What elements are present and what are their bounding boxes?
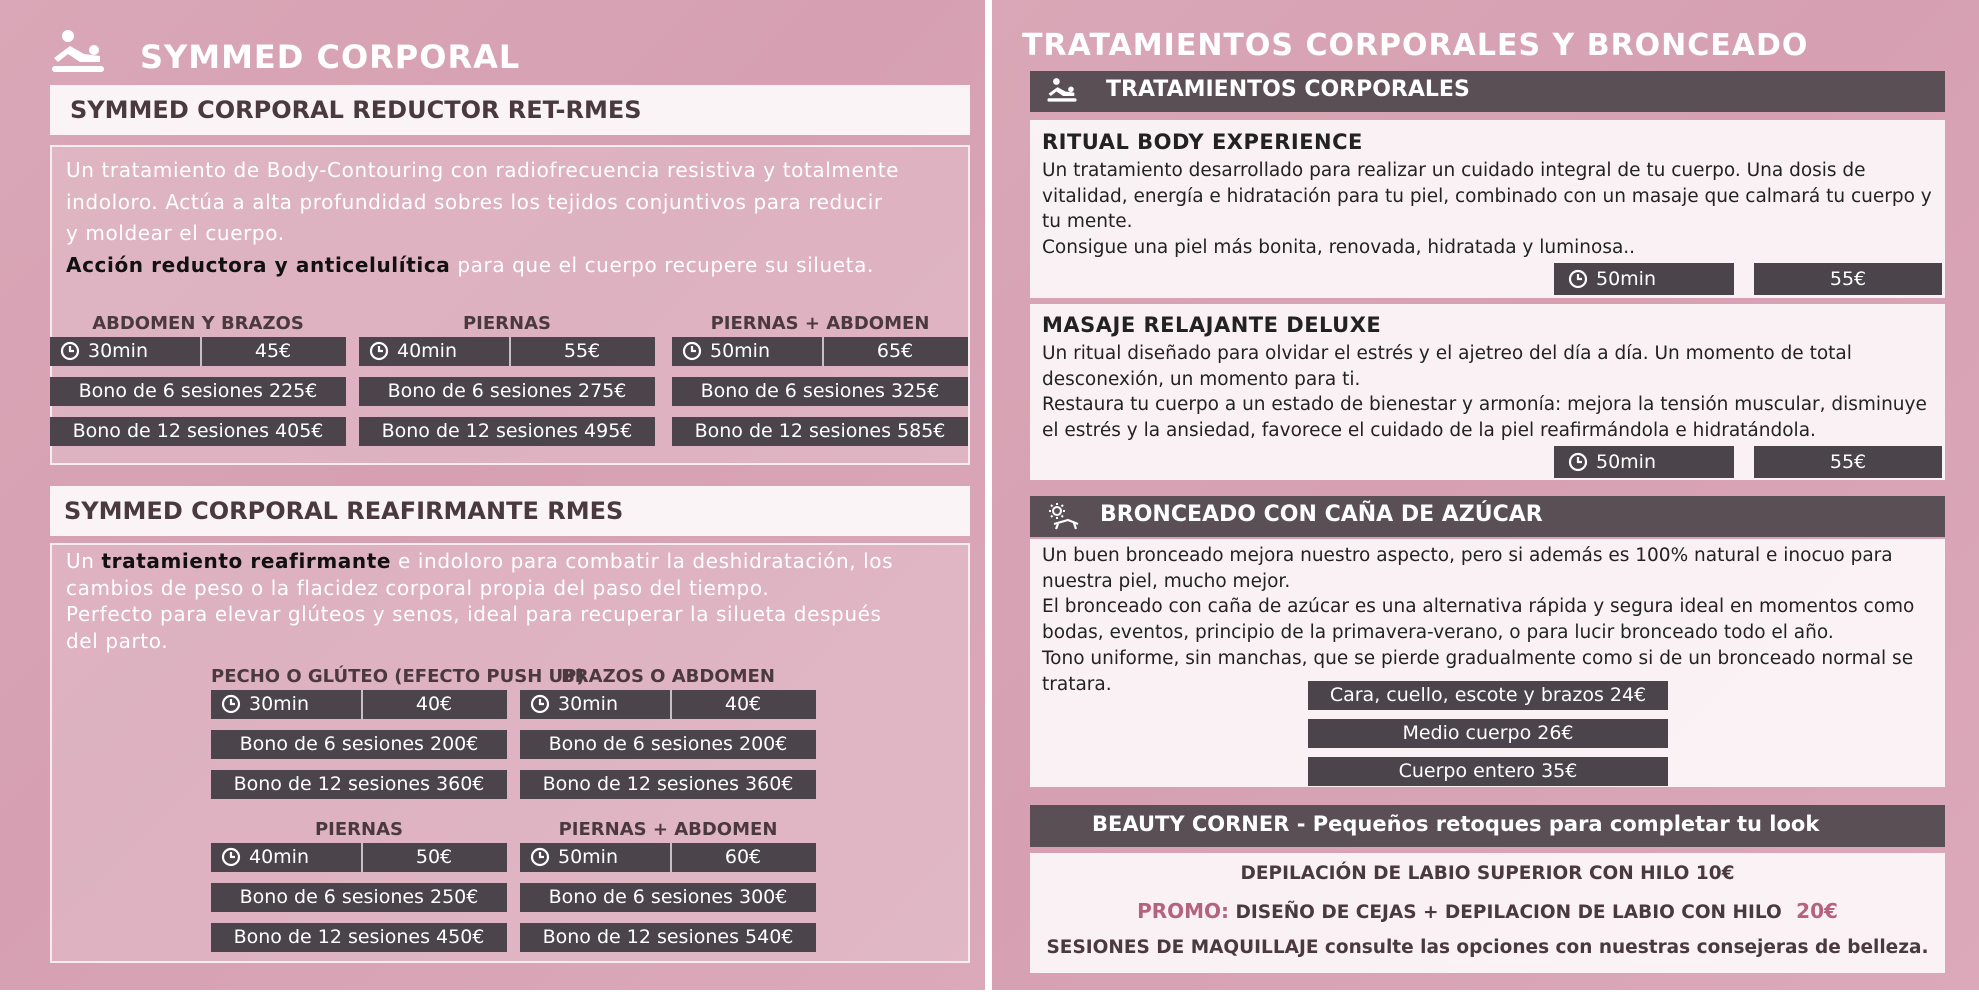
text-line: desconexión, un momento para ti. (1042, 368, 1361, 390)
column-name: PECHO O GLÚTEO (EFECTO PUSH UP) (211, 666, 585, 687)
beauty-line: SESIONES DE MAQUILLAJE consulte las opciones con nuestras consejeras de belleza. (1046, 937, 1929, 958)
text-line: tu mente. (1042, 211, 1133, 233)
price-text: 50€ (415, 846, 453, 868)
column-name: PIERNAS + ABDOMEN (558, 819, 778, 840)
masaje-duration (1554, 446, 1734, 478)
promo-price: 20€ (1796, 899, 1838, 923)
page-title: SYMMED CORPORAL (140, 38, 521, 76)
desc-line: y moldear el cuerpo. (66, 221, 285, 245)
duration-price-bar (50, 337, 346, 366)
text-line: Un buen bronceado mejora nuestro aspecto, pero si además es 100% natural e inocuo para (1042, 545, 1893, 566)
duration-price-bar (672, 337, 968, 366)
bono-12: Bono de 12 sesiones 405€ (50, 417, 346, 446)
price-text: 60€ (724, 846, 762, 868)
price-text: 40€ (415, 693, 453, 715)
massage-icon (50, 28, 106, 78)
ritual-price: 55€ (1754, 263, 1942, 295)
desc-bold: tratamiento reafirmante (101, 549, 392, 573)
duration-price-bar (359, 337, 655, 366)
desc-line: Un (66, 549, 102, 573)
ritual-name: RITUAL BODY EXPERIENCE (1042, 130, 1363, 154)
bono-12: Bono de 12 sesiones 450€ (211, 923, 507, 952)
text-line: tratara. (1042, 673, 1112, 695)
desc-line: e indoloro para combatir la deshidratación, los (391, 549, 894, 573)
text-line: Restaura tu cuerpo a un estado de bienestar y armonía: mejora la tensión muscular, disminuye (1042, 394, 1927, 416)
bono-6: Bono de 6 sesiones 200€ (211, 730, 507, 759)
clock-icon (530, 694, 550, 714)
column-name: BRAZOS O ABDOMEN (561, 666, 775, 687)
bono-6: Bono de 6 sesiones 250€ (211, 883, 507, 912)
duration-price-bar (520, 690, 816, 719)
text-line: El bronceado con caña de azúcar es una alternativa rápida y segura ideal en momentos como (1042, 596, 1915, 618)
price-text: 45€ (254, 340, 292, 362)
bono-6: Bono de 6 sesiones 300€ (520, 883, 816, 912)
promo-label: PROMO: (1137, 899, 1230, 923)
duration-price-bar (211, 690, 507, 719)
duration-text: 30min (88, 340, 149, 362)
beauty-line: DEPILACIÓN DE LABIO SUPERIOR CON HILO 10€ (1240, 863, 1735, 884)
price-text: 65€ (876, 340, 914, 362)
reafirmante-description (66, 548, 966, 654)
duration-text: 40min (249, 846, 310, 868)
duration-text: 50min (1596, 268, 1657, 290)
bono-6: Bono de 6 sesiones 325€ (672, 377, 968, 406)
price-text: 40€ (724, 693, 762, 715)
clock-icon (221, 694, 241, 714)
right-title: TRATAMIENTOS CORPORALES Y BRONCEADO (1022, 28, 1809, 63)
bronceado-option: Medio cuerpo 26€ (1308, 719, 1668, 748)
price-text: 55€ (563, 340, 601, 362)
ritual-description (1042, 158, 1937, 261)
page-gutter (985, 0, 992, 997)
text-line: bodas, eventos, principio de la primavera-verano, o para lucir bronceado todo el año. (1042, 622, 1834, 644)
text-line: vitalidad, energía e hidratación para tu piel, combinado con un masaje que calmará tu cuerpo y (1042, 185, 1932, 207)
clock-icon (682, 341, 702, 361)
reafirmante-heading: SYMMED CORPORAL REAFIRMANTE RMES (50, 486, 970, 536)
text-line: Tono uniforme, sin manchas, que se pierde gradualmente como si de un bronceado normal se (1042, 647, 1914, 669)
bono-6: Bono de 6 sesiones 225€ (50, 377, 346, 406)
massage-icon (1046, 77, 1078, 105)
duration-text: 50min (710, 340, 771, 362)
clock-icon (369, 341, 389, 361)
desc-line: indoloro. Actúa a alta profundidad sobres los tejidos conjuntivos para reducir (66, 189, 883, 214)
desc-line: del parto. (66, 628, 169, 653)
bronceado-header (1030, 496, 1945, 537)
clock-icon (530, 847, 550, 867)
bono-12: Bono de 12 sesiones 360€ (211, 770, 507, 799)
right-panel (992, 0, 1979, 990)
beauty-card (1030, 853, 1945, 973)
ritual-duration (1554, 263, 1734, 295)
bono-6: Bono de 6 sesiones 200€ (520, 730, 816, 759)
promo-line (1030, 899, 1945, 923)
reductor-heading: SYMMED CORPORAL REDUCTOR RET-RMES (50, 85, 970, 135)
desc-line: cambios de peso o la flacidez corporal propia del paso del tiempo. (66, 575, 770, 600)
desc-line: Un tratamiento de Body-Contouring con radiofrecuencia resistiva y totalmente (66, 158, 900, 182)
bono-12: Bono de 12 sesiones 585€ (672, 417, 968, 446)
beauty-header (1030, 805, 1945, 847)
duration-text: 50min (1596, 451, 1657, 473)
clock-icon (221, 847, 241, 867)
bronceado-option: Cara, cuello, escote y brazos 24€ (1308, 681, 1668, 710)
reductor-description (66, 155, 966, 281)
masaje-name: MASAJE RELAJANTE DELUXE (1042, 313, 1382, 337)
bronceado-option: Cuerpo entero 35€ (1308, 757, 1668, 786)
duration-price-bar (520, 843, 816, 872)
corporales-header (1030, 71, 1945, 112)
clock-icon (1568, 452, 1588, 472)
clock-icon (1568, 269, 1588, 289)
text-line: el estrés y la ansiedad, favorece el cuidado de la piel reafirmándola e hidratándola. (1042, 420, 1816, 442)
duration-text: 40min (397, 340, 458, 362)
corporales-heading: TRATAMIENTOS CORPORALES (1106, 77, 1470, 102)
bronceado-heading: BRONCEADO CON CAÑA DE AZÚCAR (1100, 502, 1543, 527)
column-name: PIERNAS (314, 819, 403, 840)
desc-tail: para que el cuerpo recupere su silueta. (450, 252, 874, 277)
sun-lounger-icon (1048, 502, 1080, 530)
beauty-heading: BEAUTY CORNER - Pequeños retoques para completar tu look (1092, 812, 1820, 836)
duration-text: 50min (558, 846, 619, 868)
bono-12: Bono de 12 sesiones 540€ (520, 923, 816, 952)
clock-icon (60, 341, 80, 361)
left-panel (0, 0, 985, 990)
text-line: Un ritual diseñado para olvidar el estrés y el ajetreo del día a día. Un momento de total (1042, 343, 1852, 364)
bronceado-description (1042, 543, 1937, 697)
bono-6: Bono de 6 sesiones 275€ (359, 377, 655, 406)
duration-price-bar (211, 843, 507, 872)
desc-bold: Acción reductora y anticelulítica (66, 252, 451, 277)
text-line: Consigue una piel más bonita, renovada, hidratada y luminosa.. (1042, 237, 1636, 259)
duration-text: 30min (249, 693, 310, 715)
promo-text: DISEÑO DE CEJAS + DEPILACION DE LABIO CON HILO (1229, 902, 1789, 923)
masaje-description (1042, 341, 1937, 444)
column-name: PIERNAS (462, 313, 551, 334)
column-name: PIERNAS + ABDOMEN (710, 313, 930, 334)
bono-12: Bono de 12 sesiones 360€ (520, 770, 816, 799)
text-line: Un tratamiento desarrollado para realizar un cuidado integral de tu cuerpo. Una dosis de (1042, 160, 1866, 181)
desc-line: Perfecto para elevar glúteos y senos, ideal para recuperar la silueta después (66, 602, 882, 626)
bono-12: Bono de 12 sesiones 495€ (359, 417, 655, 446)
duration-text: 30min (558, 693, 619, 715)
column-name: ABDOMEN Y BRAZOS (92, 313, 304, 334)
masaje-price: 55€ (1754, 446, 1942, 478)
text-line: nuestra piel, mucho mejor. (1042, 570, 1291, 592)
